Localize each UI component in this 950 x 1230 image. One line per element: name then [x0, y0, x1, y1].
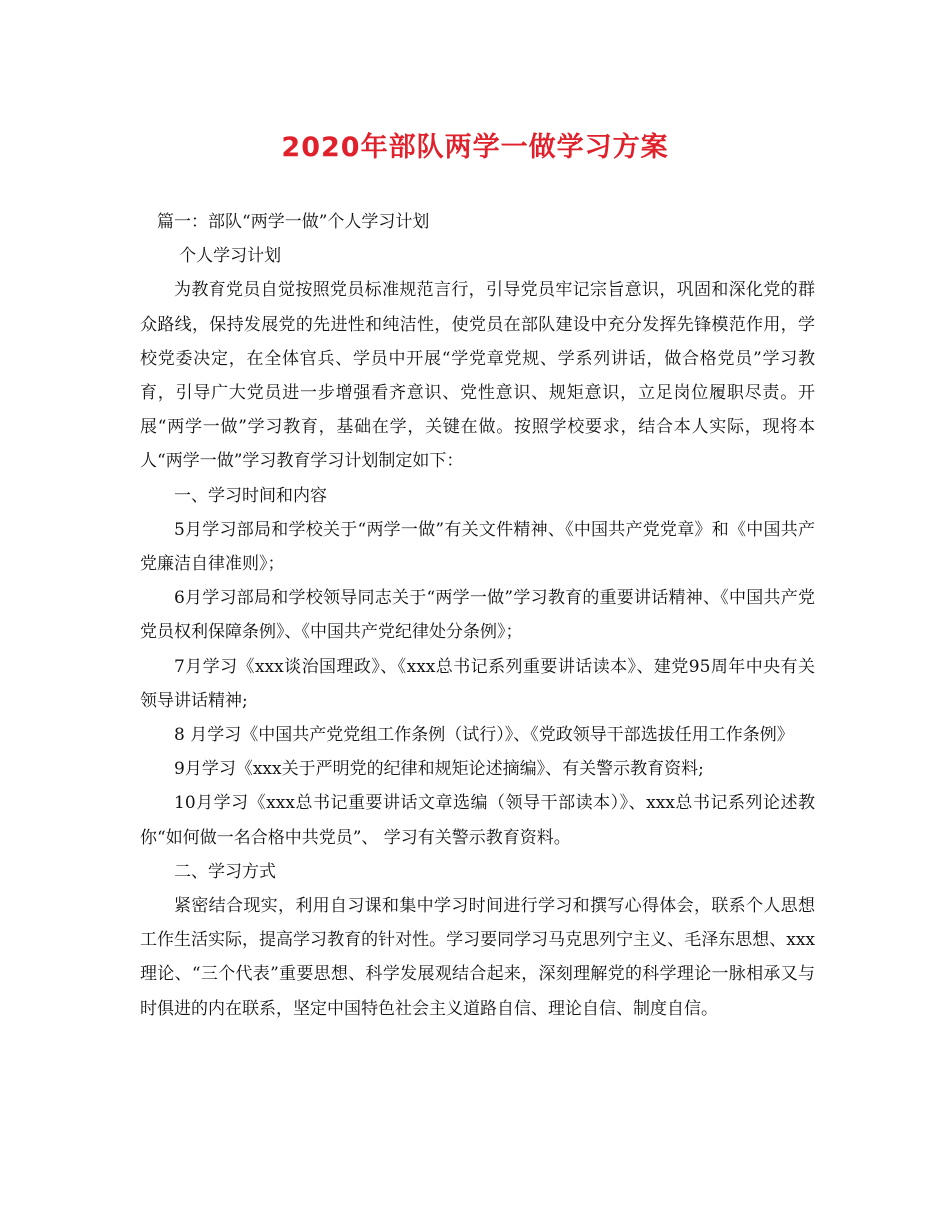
- section-heading-time-content: 一、学习时间和内容: [174, 485, 327, 506]
- paragraph-intro: 为教育党员自觉按照党员标准规范言行，引导党员牢记宗旨意识，巩固和深化党的群众路线，保持发展党的先进性和纯洁性，使党员在部队建设中充分发挥先锋模范作用，学校党委决定，在全体官兵、学员中开展“学党章党规、学系列讲话，做合格党员”学习教育，引导广大党员进一步增强看齐意识、党性意识、规矩意识，立足岗位履职尽责。开展“两学一做”学习教育，基础在学，关键在做。按照学校要求，结合本人实际，现将本人“两学一做”学习教育学习计划制定如下：: [140, 280, 815, 472]
- paragraph-august: 8 月学习《中国共产党党组工作条例（试行）》、《党政领导干部选拔任用工作条例》: [174, 725, 794, 746]
- document-title: 2020年部队两学一做学习方案: [281, 132, 669, 163]
- paragraph-june: 6月学习部局和学校领导同志关于“两学一做”学习教育的重要讲话精神、《中国共产党党员权利保障条例》、《中国共产党纪律处分条例》；: [140, 588, 815, 643]
- paragraph-may: 5月学习部局和学校关于“两学一做”有关文件精神、《中国共产党党章》和《中国共产党廉洁自律准则》；: [140, 519, 815, 575]
- paragraph-september: 9月学习《xxx关于严明党的纪律和规矩论述摘编》、有关警示教育资料;: [174, 759, 704, 780]
- document-body: [140, 205, 815, 1026]
- paragraph-october: 10月学习《xxx总书记重要讲话文章选编（领导干部读本）》、xxx总书记系列论述教你“如何做一名合格中共党员”、 学习有关警示教育资料。: [140, 793, 815, 848]
- section-heading-chapter: 篇一：部队“两学一做”个人学习计划: [157, 212, 430, 232]
- paragraph-july: 7月学习《xxx谈治国理政》、《xxx总书记系列重要讲话读本》、建党95周年中央有关领导讲话精神;: [140, 656, 815, 711]
- section-heading-method: 二、学习方式: [174, 861, 276, 882]
- paragraph-method: 紧密结合现实，利用自习课和集中学习时间进行学习和撰写心得体会，联系个人思想工作生活实际，提高学习教育的针对性。学习要同学习马克思列宁主义、毛泽东思想、xxx理论、“三个代表”重要思想、科学发展观结合起来，深刻理解党的科学理论一脉相承又与时俱进的内在联系，坚定中国特色社会主义道路自信、理论自信、制度自信。: [140, 896, 815, 1019]
- subheading-plan: 个人学习计划: [179, 246, 282, 267]
